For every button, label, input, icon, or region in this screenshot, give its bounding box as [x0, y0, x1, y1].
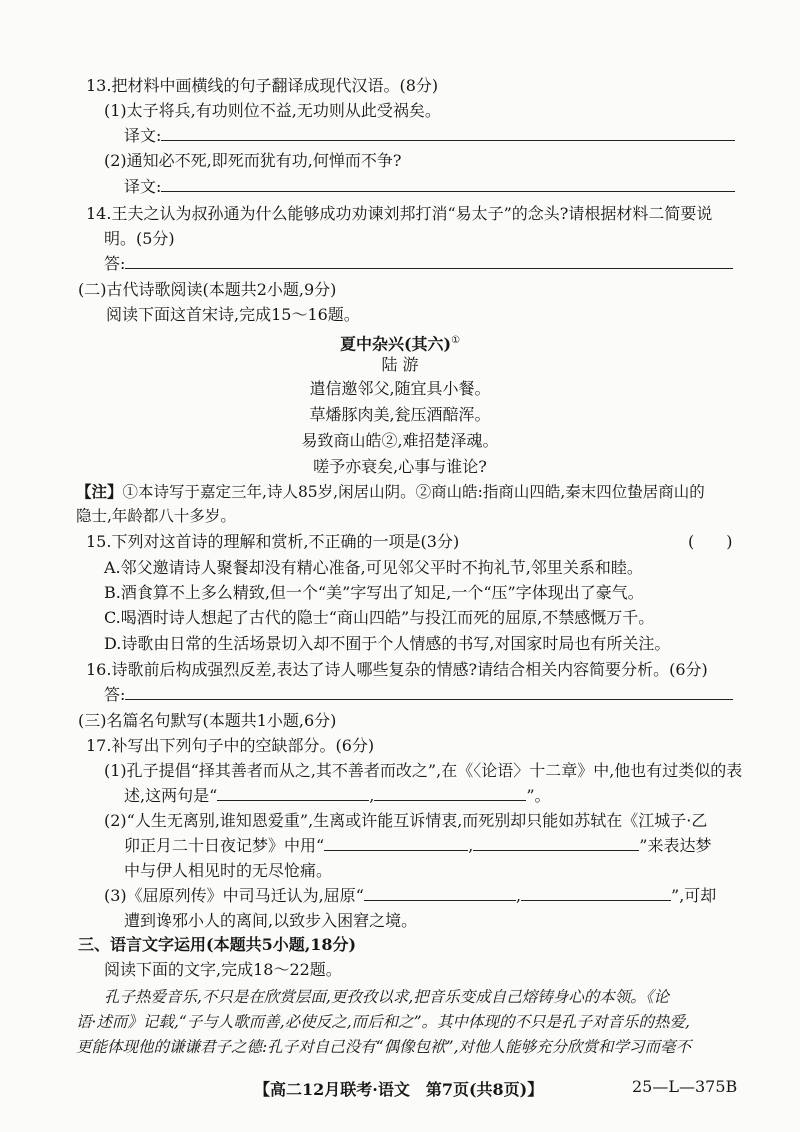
q15-option-a[interactable]: A.邻父邀请诗人聚餐却没有精心准备,可见邻父平时不拘礼节,邻里关系和睦。 — [104, 558, 643, 577]
fill-blank[interactable] — [324, 835, 468, 851]
fill-blank[interactable] — [364, 885, 516, 901]
section-2-heading: (二)古代诗歌阅读(本题共2小题,9分) — [78, 280, 337, 299]
blank-suffix: ”,可却 — [671, 886, 717, 905]
q15-option-b[interactable]: B.酒食算不上多么精致,但一个“美”字写出了知足,一个“压”字体现出了豪气。 — [104, 583, 644, 602]
section-3-heading: (三)名篇名句默写(本题共1小题,6分) — [78, 711, 337, 730]
exam-code: 25—L—375B — [632, 1077, 738, 1096]
q15-answer-paren[interactable]: ( ) — [688, 532, 733, 551]
blank-prefix: 述,这两句是“ — [124, 786, 218, 805]
poem-line-3: 易致商山皓②,难招楚泽魂。 — [301, 431, 499, 450]
blank-separator: , — [369, 786, 375, 805]
fill-blank[interactable] — [217, 785, 369, 801]
section-2-intro: 阅读下面这首宋诗,完成15～16题。 — [106, 305, 360, 324]
q17-item-1-blanks[interactable] — [124, 785, 551, 807]
footnote-mark: ① — [451, 335, 461, 346]
poem-title: 夏中杂兴(其六)① — [339, 334, 461, 354]
q16-stem: 16.诗歌前后构成强烈反差,表达了诗人哪些复杂的情感?请结合相关内容简要分析。(6分) — [86, 660, 708, 679]
answer-label: 答: — [104, 685, 126, 704]
poem-note — [76, 481, 705, 503]
q14-stem: 14.王夫之认为叔孙通为什么能够成功劝谏刘邦打消“易太子”的念头?请根据材料二简要说 — [86, 204, 713, 223]
q13-translation-1[interactable] — [124, 125, 735, 147]
q17-stem: 17.补写出下列句子中的空缺部分。(6分) — [86, 736, 375, 755]
q16-answer[interactable] — [104, 684, 733, 706]
note-label: 【注】 — [76, 482, 123, 501]
answer-line[interactable] — [161, 125, 735, 141]
q17-item-2: (2)“人生无离别,谁知恩爱重”,生离或许能互诉情衷,而死别却只能如苏轼在《江城子·乙 — [104, 811, 708, 830]
q13-sentence-2: (2)通知必不死,即死而犹有功,何惮而不争? — [104, 151, 402, 170]
q13-stem: 13.把材料中画横线的句子翻译成现代汉语。(8分) — [86, 76, 439, 95]
fill-blank[interactable] — [473, 835, 639, 851]
q13-translation-2[interactable] — [124, 176, 735, 198]
fill-blank[interactable] — [374, 785, 526, 801]
poem-author: 陆 游 — [381, 355, 419, 374]
material-line-2: 语·述而》记载,“子与人歌而善,必使反之,而后和之”。其中体现的不只是孔子对音乐的热爱, — [76, 1013, 690, 1031]
poem-note-cont: 隐士,年龄都八十多岁。 — [76, 507, 236, 525]
q14-stem-cont: 明。(5分) — [104, 229, 175, 248]
q14-answer[interactable] — [104, 253, 733, 275]
answer-line[interactable] — [161, 176, 735, 192]
blank-prefix: (3)《屈原列传》中司马迁认为,屈原“ — [104, 886, 364, 905]
blank-suffix: ”。 — [526, 786, 551, 805]
q17-item-1: (1)孔子提倡“择其善者而从之,其不善者而改之”,在《〈论语〉十二章》中,他也有过类似的表 — [104, 761, 743, 780]
poem-line-4: 嗟予亦衰矣,心事与谁论? — [313, 457, 487, 476]
poem-line-2: 草燔豚肉美,瓮压酒醅浑。 — [309, 405, 491, 424]
q15-option-c[interactable]: C.喝酒时诗人想起了古代的隐士“商山四皓”与投江而死的屈原,不禁感慨万千。 — [104, 608, 655, 627]
translation-label: 译文: — [124, 177, 162, 196]
q17-item-3-blanks[interactable] — [104, 885, 716, 907]
blank-suffix: ”来表达梦 — [639, 836, 712, 855]
material-line-1: 孔子热爱音乐,不只是在欣赏层面,更孜孜以求,把音乐变成自己熔铸身心的本领。《论 — [104, 988, 670, 1006]
answer-label: 答: — [104, 254, 126, 273]
translation-label: 译文: — [124, 126, 162, 145]
material-line-3: 更能体现他的谦谦君子之德:孔子对自己没有“偶像包袱”,对他人能够充分欣赏和学习而毫不 — [76, 1038, 692, 1056]
blank-separator: , — [515, 886, 522, 905]
poem-line-1: 遣信邀邻父,随宜具小餐。 — [309, 379, 491, 398]
q15-option-d[interactable]: D.诗歌由日常的生活场景切入却不囿于个人情感的书写,对国家时局也有所关注。 — [104, 634, 671, 653]
q17-item-2-cont: 中与伊人相见时的无尽怆痛。 — [124, 861, 333, 880]
note-text: ①本诗写于嘉定三年,诗人85岁,闲居山阴。②商山皓:指商山四皓,秦末四位蛰居商山的 — [122, 483, 705, 501]
q15-stem: 15.下列对这首诗的理解和赏析,不正确的一项是(3分) — [86, 532, 460, 551]
answer-line[interactable] — [125, 684, 733, 700]
answer-line[interactable] — [125, 253, 733, 269]
fill-blank[interactable] — [521, 885, 671, 901]
q17-item-3-cont: 遭到谗邪小人的离间,以致步入困窘之境。 — [124, 911, 418, 930]
part-3-intro: 阅读下面的文字,完成18～22题。 — [104, 960, 342, 979]
page-footer: 【高二12月联考·语文 第7页(共8页)】 — [254, 1080, 544, 1099]
blank-separator: , — [468, 836, 474, 855]
part-3-heading: 三、语言文字运用(本题共5小题,18分) — [78, 935, 357, 954]
blank-prefix: 卯正月二十日夜记梦》中用“ — [124, 836, 325, 855]
q13-sentence-1: (1)太子将兵,有功则位不益,无功则从此受祸矣。 — [104, 101, 441, 120]
q17-item-2-blanks[interactable] — [124, 835, 711, 857]
